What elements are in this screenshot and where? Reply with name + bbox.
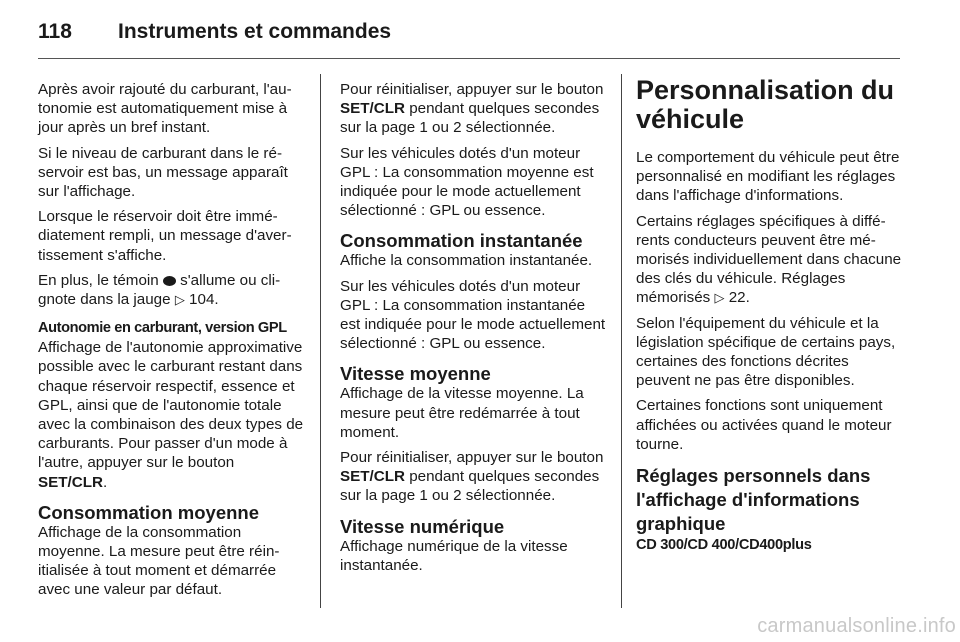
column-1 bbox=[38, 80, 304, 606]
button-label-set-clr: SET/CLR bbox=[340, 100, 405, 118]
paragraph: Selon l'équipement du véhicule et la législation spécifique de certains pays, certaines des fonctions décrites peuvent ne pas être disponibles. bbox=[636, 314, 896, 390]
section-title: Personnalisation du véhicule bbox=[636, 75, 895, 134]
heading-average-consumption: Consommation moyenne bbox=[38, 501, 259, 523]
column-divider-2 bbox=[621, 74, 622, 608]
paragraph: Affichage de la vitesse moyenne. La mesure peut être redémarrée à tout moment. bbox=[340, 385, 584, 441]
paragraph: Affichage de l'autonomie approximative possible avec le carburant restant dans chaque réservoir respectif, essence et GPL, ainsi que de l'autonomie totale avec la combinaison des deux types de carburants. Pour passer d'un mode à l'autre, appuyer sur le bouton SET/CLR. bbox=[38, 339, 304, 491]
page-title: Instruments et commandes bbox=[118, 20, 392, 43]
column-divider-1 bbox=[320, 74, 321, 608]
reference-arrow-icon: ▷ bbox=[174, 292, 185, 308]
column-2 bbox=[340, 80, 608, 581]
reference-arrow-icon: ▷ bbox=[714, 290, 725, 306]
page-reference: 104 bbox=[189, 291, 215, 309]
page-number: 118 bbox=[38, 20, 72, 43]
paragraph: Pour réinitialiser, appuyer sur le bouton SET/CLR pendant quelques secondes sur la page 1 ou 2 sélectionnée. bbox=[340, 81, 604, 137]
button-label-set-clr: SET/CLR bbox=[38, 473, 103, 491]
paragraph: Pour réinitialiser, appuyer sur le bouton SET/CLR pendant quelques secondes sur la page 1 ou 2 sélectionnée. bbox=[340, 449, 604, 505]
paragraph: Sur les véhicules dotés d'un moteur GPL : La consommation moyenne est indiquée pour le mode actuellement sélectionné : GPL ou essence. bbox=[340, 144, 594, 220]
paragraph: En plus, le témoin s'allume ou clignote dans la jauge ▷ 104. bbox=[38, 271, 281, 309]
paragraph: Après avoir rajouté du carburant, l'autonomie est automatiquement mise à jour après un bref instant. bbox=[38, 81, 292, 137]
subheading-autonomy-gpl: Autonomie en carburant, version GPL bbox=[38, 320, 287, 337]
header-divider bbox=[38, 58, 900, 59]
paragraph: Affiche la consommation instantanée. bbox=[340, 252, 593, 270]
paragraph: Affichage numérique de la vitesse instantanée. bbox=[340, 537, 568, 574]
subheading-radio-models: CD 300/CD 400/CD400plus bbox=[636, 537, 812, 554]
paragraph: Sur les véhicules dotés d'un moteur GPL : La consommation instantanée est indiquée pour le mode actuellement sélectionné : GPL ou essence. bbox=[340, 277, 606, 353]
heading-average-speed: Vitesse moyenne bbox=[340, 363, 491, 385]
heading-personal-settings: Réglages personnels dans l'affichage d'informations graphique bbox=[636, 465, 871, 535]
paragraph: Le comportement du véhicule peut être personnalisé en modifiant les réglages dans l'affichage d'informations. bbox=[636, 149, 900, 205]
page-reference: 22 bbox=[728, 289, 746, 307]
page-header bbox=[38, 20, 900, 60]
heading-digital-speed: Vitesse numérique bbox=[340, 515, 505, 537]
button-label-set-clr: SET/CLR bbox=[340, 468, 405, 486]
paragraph: Lorsque le réservoir doit être immédiatement rempli, un message d'avertissement s'affiche. bbox=[38, 208, 292, 264]
paragraph: Si le niveau de carburant dans le réservoir est bas, un message apparaît sur l'affichage. bbox=[38, 144, 288, 201]
watermark: carmanualsonline.info bbox=[757, 615, 956, 637]
heading-instant-consumption: Consommation instantanée bbox=[340, 230, 583, 252]
paragraph: Affichage de la consommation moyenne. La mesure peut être réinitialisée à tout moment et démarrée avec une valeur par défaut. bbox=[38, 523, 280, 599]
paragraph: Certains réglages spécifiques à différents conducteurs peuvent être mémorisés individuellement dans chacune des clés du véhicule. Réglages mémorisés ▷ 22. bbox=[636, 212, 902, 307]
paragraph: Certaines fonctions sont uniquement affichées ou activées quand le moteur tourne. bbox=[636, 397, 892, 453]
column-3 bbox=[636, 75, 902, 555]
fuel-warning-dot-icon bbox=[163, 276, 176, 286]
